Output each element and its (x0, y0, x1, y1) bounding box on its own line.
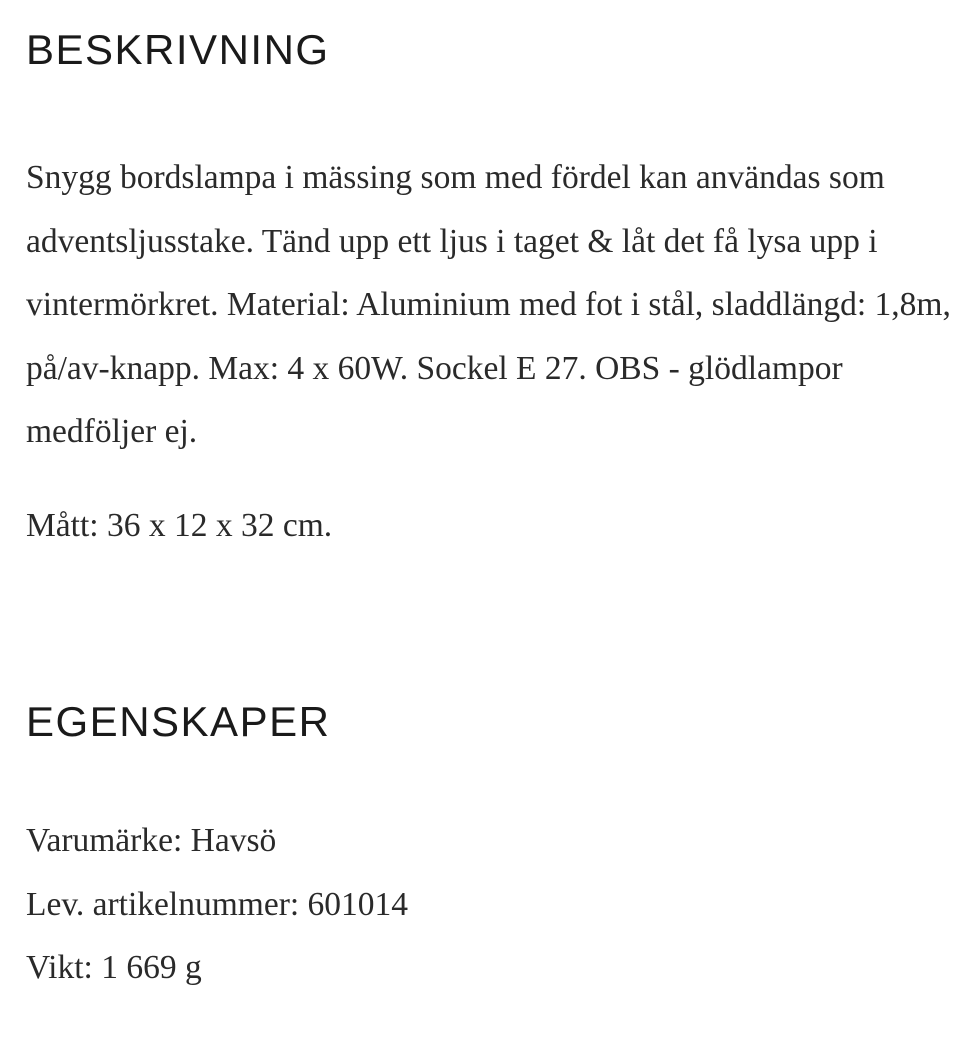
property-brand: Varumärke: Havsö (26, 822, 277, 859)
properties-list (26, 809, 408, 1000)
description-text: Snygg bordslampa i mässing som med fördel kan användas som adventsljusstake. Tänd upp ett ljus i taget & låt det få lysa upp i vintermörkret. Material: Aluminium med fot i stål, sladdlängd: 1,8m, på/av-knapp. Max: 4 x 60W. Sockel E 27. OBS - glödlampor medföljer ej. (26, 159, 951, 451)
dimensions-text: Mått: 36 x 12 x 32 cm. (26, 507, 333, 544)
properties-heading: EGENSKAPER (26, 698, 331, 745)
property-article-number: Lev. artikelnummer: 601014 (26, 885, 409, 923)
property-weight: Vikt: 1 669 g (26, 949, 202, 987)
description-heading: BESKRIVNING (26, 26, 330, 73)
